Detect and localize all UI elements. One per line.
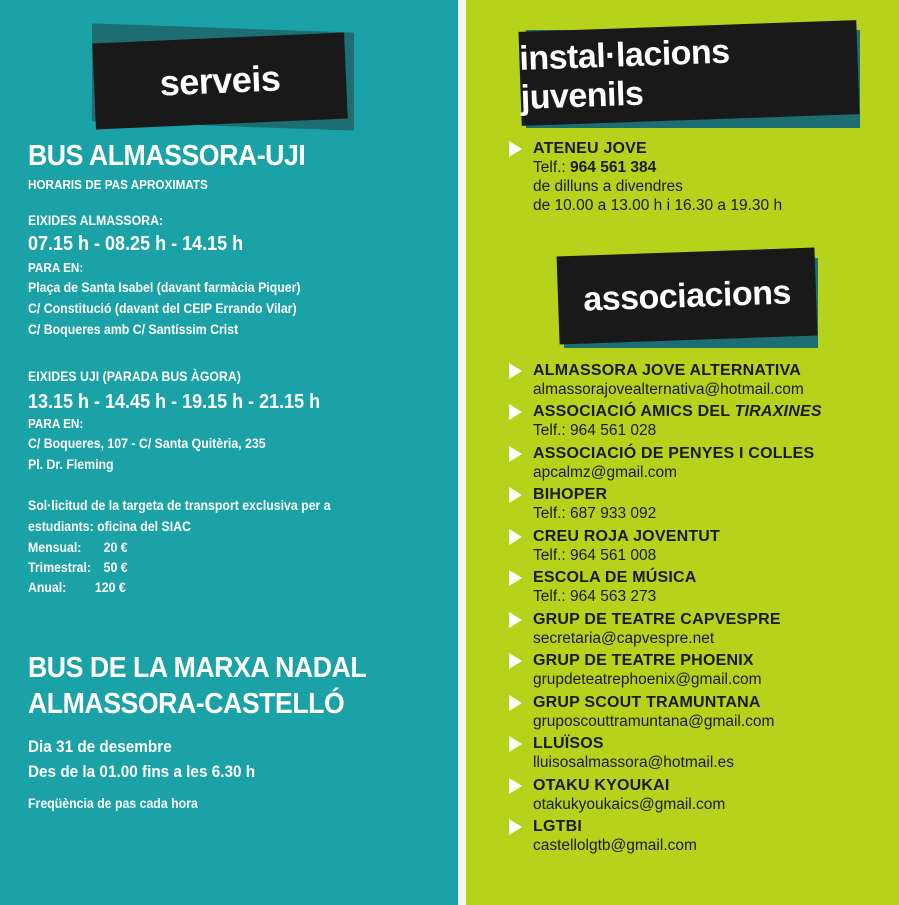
- association-name-part: ASSOCIACIÓ AMICS DEL: [533, 403, 730, 420]
- bus-nadal-date: Dia 31 de desembre: [28, 737, 172, 756]
- association-name: ASSOCIACIÓ DE PENYES I COLLES: [533, 445, 815, 462]
- association-contact: otakukyoukaics@gmail.com: [533, 796, 726, 813]
- association-name: CREU ROJA JOVENTUT: [533, 528, 721, 545]
- eixides-uji-label: EIXIDES UJI (PARADA BUS ÀGORA): [28, 368, 241, 384]
- bus-nadal-hours: Des de la 01.00 fins a les 6.30 h: [28, 762, 256, 781]
- arrow-bullet-icon: [509, 141, 522, 157]
- association-contact: lluisosalmassora@hotmail.es: [533, 754, 734, 771]
- association-contact: almassorajovealternativa@hotmail.com: [533, 381, 804, 398]
- price-row-trimestral: [28, 559, 128, 575]
- association-name-italic: TIRAXINES: [734, 403, 822, 420]
- association-name: LGTBI: [533, 818, 582, 835]
- arrow-bullet-icon: [509, 778, 522, 794]
- banner-serveis: [92, 22, 354, 126]
- arrow-bullet-icon: [509, 736, 522, 752]
- association-contact: secretaria@capvespre.net: [533, 630, 715, 647]
- banner-associacions: [558, 248, 820, 350]
- stop-2-1: C/ Boqueres, 107 - C/ Santa Quitèria, 235: [28, 435, 266, 451]
- bus-uji-subtitle: HORARIS DE PAS APROXIMATS: [28, 177, 208, 192]
- bus-nadal-title-line-2: ALMASSORA-CASTELLÓ: [28, 688, 345, 720]
- arrow-bullet-icon: [509, 653, 522, 669]
- association-name: OTAKU KYOUKAI: [533, 777, 670, 794]
- association-contact: gruposcouttramuntana@gmail.com: [533, 713, 775, 730]
- ateneu-days: de dilluns a divendres: [533, 178, 683, 195]
- phone-label: Telf.:: [533, 159, 566, 176]
- arrow-bullet-icon: [509, 487, 522, 503]
- price-value: 50 €: [103, 559, 128, 575]
- association-contact: Telf.: 964 563 273: [533, 588, 657, 605]
- banner-instal-lacions: [520, 20, 862, 128]
- bus-nadal-frequency: Freqüència de pas cada hora: [28, 795, 198, 811]
- price-label: Trimestral:: [28, 559, 92, 575]
- association-contact: grupdeteatrephoenix@gmail.com: [533, 671, 762, 688]
- association-name: BIHOPER: [533, 486, 608, 503]
- para-en-label-1: PARA EN:: [28, 260, 84, 275]
- solicitud-line-1: Sol·licitud de la targeta de transport exclusiva per a: [28, 497, 331, 513]
- ateneu-phone: 964 561 384: [570, 159, 657, 176]
- para-en-label-2: PARA EN:: [28, 416, 84, 431]
- arrow-bullet-icon: [509, 819, 522, 835]
- arrow-bullet-icon: [509, 363, 522, 379]
- price-value: 120 €: [94, 579, 126, 595]
- eixides-uji-times: 13.15 h - 14.45 h - 19.15 h - 21.15 h: [28, 391, 321, 413]
- ateneu-phone-line: [533, 159, 656, 177]
- arrow-bullet-icon: [509, 446, 522, 462]
- column-divider: [458, 0, 466, 905]
- price-label: Anual:: [28, 579, 67, 595]
- banner-serveis-label: serveis: [92, 33, 348, 130]
- ateneu-name: ATENEU JOVE: [533, 140, 647, 157]
- banner-instal-lacions-label: instal·lacions juvenils: [518, 20, 859, 126]
- association-name: ALMASSORA JOVE ALTERNATIVA: [533, 362, 802, 379]
- bus-uji-title: BUS ALMASSORA-UJI: [28, 140, 306, 172]
- solicitud-line-2: estudiants: oficina del SIAC: [28, 518, 191, 534]
- stop-1-2: C/ Constitució (davant del CEIP Errando Vilar): [28, 300, 297, 316]
- association-contact: Telf.: 687 933 092: [533, 505, 657, 522]
- association-name: ESCOLA DE MÚSICA: [533, 569, 697, 586]
- arrow-bullet-icon: [509, 529, 522, 545]
- association-name: [533, 403, 822, 421]
- association-name: LLUÏSOS: [533, 735, 604, 752]
- stop-1-1: Plaça de Santa Isabel (davant farmàcia Piquer): [28, 279, 301, 295]
- association-contact: Telf.: 964 561 008: [533, 547, 657, 564]
- ateneu-hours: de 10.00 a 13.00 h i 16.30 a 19.30 h: [533, 197, 783, 214]
- arrow-bullet-icon: [509, 612, 522, 628]
- eixides-almassora-label: EIXIDES ALMASSORA:: [28, 212, 164, 228]
- association-contact: castellolgtb@gmail.com: [533, 837, 697, 854]
- arrow-bullet-icon: [509, 695, 522, 711]
- association-contact: Telf.: 964 561 028: [533, 422, 657, 439]
- arrow-bullet-icon: [509, 570, 522, 586]
- bus-nadal-title-line-1: BUS DE LA MARXA NADAL: [28, 652, 367, 684]
- price-label: Mensual:: [28, 539, 82, 555]
- association-name: GRUP DE TEATRE CAPVESPRE: [533, 611, 781, 628]
- price-row-anual: [28, 579, 126, 595]
- price-value: 20 €: [103, 539, 128, 555]
- association-contact: apcalmz@gmail.com: [533, 464, 678, 481]
- banner-associacions-label: associacions: [557, 248, 818, 345]
- association-name: GRUP DE TEATRE PHOENIX: [533, 652, 754, 669]
- stop-1-3: C/ Boqueres amb C/ Santíssim Crist: [28, 321, 239, 337]
- stop-2-2: Pl. Dr. Fleming: [28, 456, 114, 472]
- arrow-bullet-icon: [509, 404, 522, 420]
- price-row-mensual: [28, 539, 128, 555]
- eixides-almassora-times: 07.15 h - 08.25 h - 14.15 h: [28, 233, 244, 255]
- association-name: GRUP SCOUT TRAMUNTANA: [533, 694, 761, 711]
